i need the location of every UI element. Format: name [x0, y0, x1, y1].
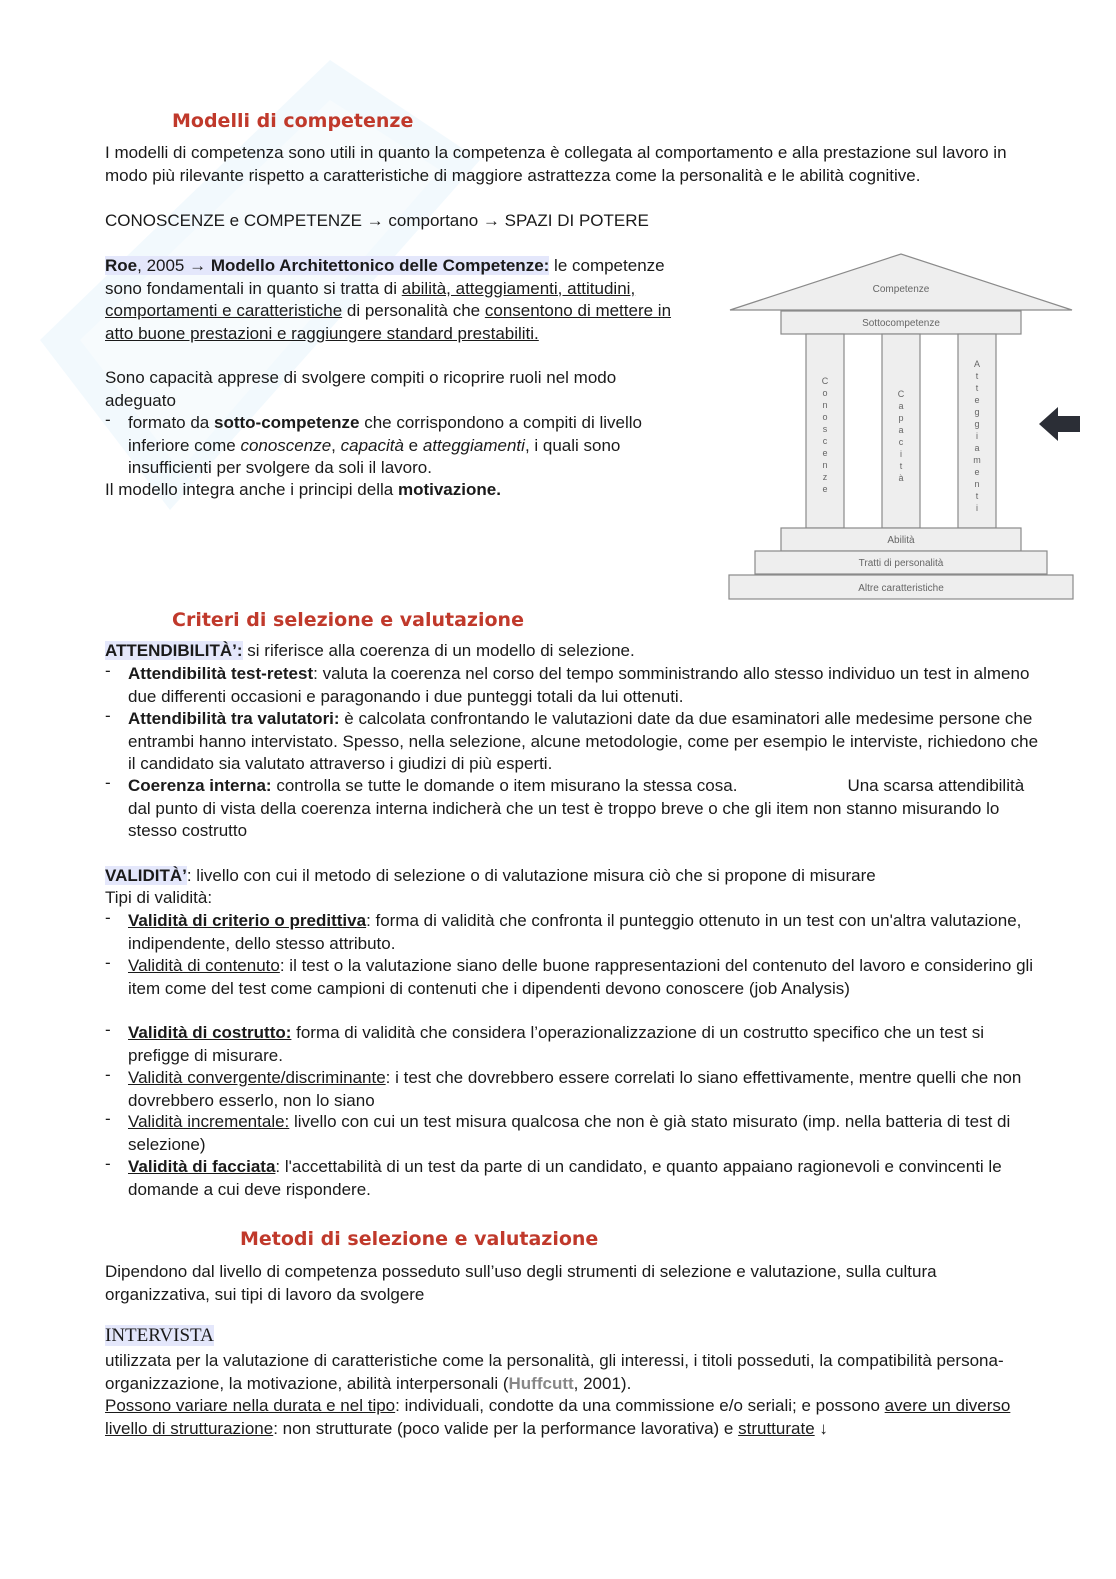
column-letter: n: [822, 460, 828, 470]
column-letter: n: [822, 400, 828, 410]
temple-step-3-label: Altre caratteristiche: [858, 583, 944, 594]
column-letter: c: [822, 436, 828, 446]
column-letter: p: [898, 413, 904, 423]
column-letter: t: [975, 371, 979, 381]
column-letter: o: [822, 412, 828, 422]
temple-roof-label: Competenze: [872, 284, 930, 295]
arrow-down-icon: ↓: [819, 1418, 828, 1438]
roe-capacity-text: Sono capacità apprese di svolgere compiti o ricoprire ruoli nel modo adeguato: [105, 368, 617, 410]
section-title-metodi: Metodi di selezione e valutazione: [240, 1228, 599, 1250]
column-letter: C: [821, 376, 829, 386]
metodi-intro: Dipendono dal livello di competenza posseduto sull’uso degli strumenti di selezione e valutazione, sulla cultura organizzativa, sui tipi di lavoro da svolgere: [105, 1262, 937, 1304]
column-letter: a: [974, 443, 980, 453]
list-item-validita-incrementale: - Validità incrementale: livello con cui un test misura qualcosa che non è già stato misurato (imp. nella batteria di test di selezione): [105, 1109, 1011, 1154]
column-letter: t: [975, 383, 979, 393]
attendibilita-paragraph: ATTENDIBILITÀ’: si riferisce alla coerenza di un modello di selezione.: [105, 641, 635, 660]
column-letter: n: [974, 479, 980, 489]
arrow-left-icon: [1036, 404, 1082, 444]
intro-paragraph: I modelli di competenza sono utili in quanto la competenza è collegata al comportamento e alla prestazione sul lavoro in modo più rilevante rispetto a caratteristiche di maggiore astrattezza come la personalità e le abilità cognitive.: [105, 143, 1007, 185]
column-letter: à: [898, 473, 904, 483]
column-letter: g: [974, 419, 980, 429]
column-letter: t: [899, 461, 903, 471]
temple-step-1-label: Abilità: [887, 535, 915, 546]
intervista-heading: INTERVISTA: [105, 1325, 214, 1346]
intervista-paragraph-2: Possono variare nella durata e nel tipo: individuali, condotte da una commissione e/o seriali; e possono avere un diverso livello di strutturazione: non strutturate (poco valide per la performance lavorativa) e strutturate ↓: [105, 1396, 1011, 1438]
list-item-validita-facciata: - Validità di facciata: l'accettabilità di un test da parte di un candidato, e quanto appaiano ragionevoli e convincenti le domande a cui deve rispondere.: [105, 1154, 1002, 1199]
list-item-validita-costrutto: - Validità di costrutto: forma di validità che considera l’operazionalizzazione di un costrutto specifico che un test si prefigge di misurare.: [105, 1020, 985, 1065]
column-letter: e: [822, 484, 828, 494]
list-item-validita-convergente: - Validità convergente/discriminante: i test che dovrebbero essere correlati lo siano effettivamente, mentre quelli che non dovrebbero esserlo, non lo siano: [105, 1065, 1022, 1110]
temple-step-2-label: Tratti di personalità: [858, 558, 944, 569]
roe-model-name: Modello Architettonico delle Competenze:: [210, 256, 550, 275]
column-letter: i: [976, 431, 978, 441]
arrow-right-icon: →: [366, 211, 384, 230]
temple-beam-label: Sottocompetenze: [862, 318, 940, 329]
list-item-internal-coherence: - Coerenza interna: controlla se tutte le domande o item misurano la stessa cosa. Una scarsa attendibilità dal punto di vista della coerenza interna indicherà che un test è troppo breve o che gli item non stanno misurando lo stesso costrutto: [105, 773, 1025, 841]
list-item-subcompetences: - formato da sotto-competenze che corrispondono a compiti di livello inferiore come conoscenze, capacità e atteggiamenti, i quali sono insufficienti per svolgere da soli il lavoro.: [105, 410, 643, 478]
column-letter: i: [900, 449, 902, 459]
motivation-text: Il modello integra anche i principi della motivazione.: [105, 480, 501, 499]
column-letter: e: [974, 395, 980, 405]
column-letter: z: [822, 472, 828, 482]
competence-chain: CONOSCENZE e COMPETENZE → comportano → SPAZI DI POTERE: [105, 211, 649, 230]
arrow-right-icon: →: [189, 256, 207, 275]
roe-paragraph: Roe, 2005 → Modello Architettonico delle Competenze: le competenze sono fondamentali in quanto si tratta di abilità, atteggiamenti, attitudini, comportamenti e caratteristiche di personalità che consentono di mettere in atto buone prestazioni e raggiungere standard prestabiliti.: [105, 256, 672, 343]
column-letter: a: [898, 401, 904, 411]
validita-paragraph: VALIDITÀ’: livello con cui il metodo di selezione o di valutazione misura ciò che si propone di misurare: [105, 866, 876, 885]
column-letter: a: [898, 425, 904, 435]
column-letter: i: [976, 503, 978, 513]
column-letter: C: [897, 389, 905, 399]
arrow-right-icon: →: [482, 211, 500, 230]
temple-roof: [730, 254, 1072, 310]
roe-author: Roe: [105, 256, 138, 275]
column-letter: o: [822, 388, 828, 398]
column-letter: g: [974, 407, 980, 417]
intervista-paragraph-1: utilizzata per la valutazione di caratteristiche come la personalità, gli interessi, i titoli posseduti, la compatibilità persona-organizzazione, la motivazione, abilità interpersonali (Huffcutt, 2001).: [105, 1351, 1004, 1393]
column-letter: m: [973, 455, 981, 465]
column-letter: A: [973, 359, 981, 369]
competence-temple-diagram: [726, 252, 1076, 604]
section-title-criteri: Criteri di selezione e valutazione: [172, 609, 524, 631]
section-title-modelli: Modelli di competenze: [172, 110, 414, 132]
list-item-test-retest: - Attendibilità test-retest: valuta la coerenza nel corso del tempo somministrando allo stesso individuo un test in almeno due differenti occasioni e paragonando i due punteggi totali da lui ottenuti.: [105, 661, 1030, 706]
column-letter: e: [822, 448, 828, 458]
column-letter: s: [822, 424, 828, 434]
column-letter: e: [974, 467, 980, 477]
list-item-inter-rater: - Attendibilità tra valutatori: è calcolata confrontando le valutazioni date da due esaminatori alle medesime persone che entrambi hanno intervistato. Spesso, nella selezione, alcune metodologie, come per esempio le interviste, richiedono che il candidato sia valutato attraverso i giudizi di più esperti.: [105, 706, 1039, 774]
column-letter: c: [898, 437, 904, 447]
validity-types-label: Tipi di validità:: [105, 888, 213, 907]
column-letter: t: [975, 491, 979, 501]
list-item-validita-contenuto: - Validità di contenuto: il test o la valutazione siano delle buone rappresentazioni del contenuto del lavoro e considerino gli item come del test come campioni di contenuti che i dipendenti devono conoscere (job Analysis): [105, 953, 1034, 998]
list-item-validita-criterio: - Validità di criterio o predittiva: forma di validità che confronta il punteggio ottenuto in un test con un'altra valutazione, indipendente, dello stesso attributo.: [105, 908, 1022, 953]
